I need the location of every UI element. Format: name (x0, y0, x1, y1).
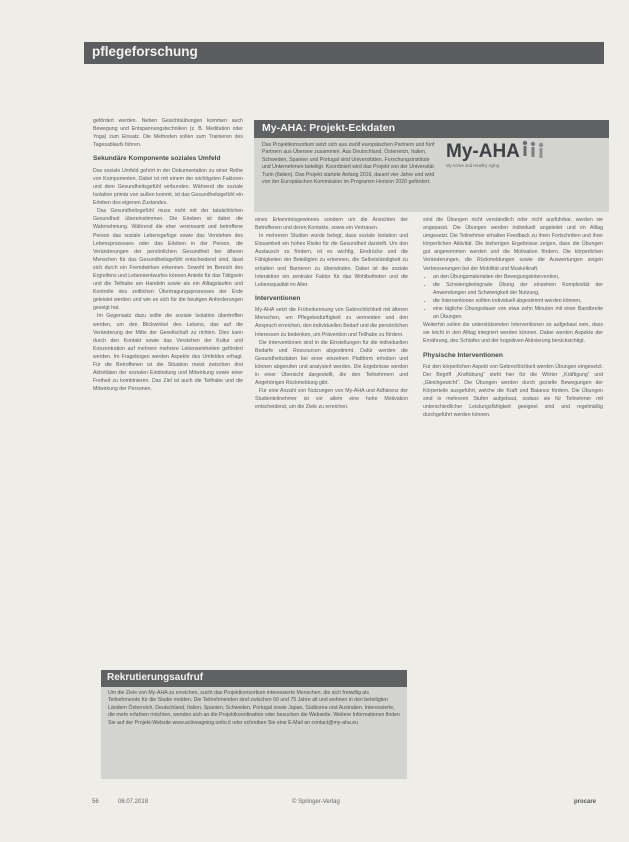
footer-publisher: © Springer-Verlag (292, 799, 340, 805)
journal-name: procare (574, 799, 597, 805)
project-box-title: My-AHA: Projekt-Eckdaten (262, 122, 396, 134)
left-column (93, 117, 243, 393)
list-item: • die Schwierigkeitsgrade Übung der einzelnen Komplexität der Anwendungen und Schwierigkeit der Nutzung, (433, 281, 603, 297)
section-title: pflegeforschung (92, 44, 198, 59)
middle-paragraph-3: Die Interventionen sind in die Einstellungen für die individuellen Bedarfe und Ressourcen abgestimmt. Dafür werden die Gesundheitsdaten bei einer einzelnen Plattform erhoben und können abgerufen und analysiert werden. Die Ergebnisse werden in einer Übersicht dargestellt, die den Teilnehmern und Angehörigen Rückmeldung gibt. (255, 339, 408, 387)
right-bullet-list (423, 273, 603, 322)
right-heading: Physische Interventionen (423, 351, 503, 359)
middle-paragraph-1: In mehreren Studien wurde belegt, dass soziale Isolation und Einsamkeit ein hohes Risiko für die Gesundheit darstellt. Um den Austausch zu fördern, ist es wichtig, Eindrücke und die Fähigkeiten der Beteiligten zu erkennen, die Selbstständigkeit zu erhalten und Barrieren zu überwinden. Dabei ist die soziale Interaktion ein zentraler Faktor für das Wohlbefinden und die Lebensqualität im Alter. (255, 233, 408, 288)
middle-paragraph-2: My-AHA setzt die Früherkennung von Gebrechlichkeit mit älteren Menschen, um Pflegebedürftigkeit zu vermeiden und den Anspruch erreichen, den individuellen Bedarf und die persönlichen Interessen zu bedenken, um Prävention und Teilhabe zu fördern. (255, 307, 408, 338)
left-paragraph-2: Das Gesundheitsgefühl muss nicht mit der tatsächlichen Gesundheit übereinstimmen. Die Erleben ist dabei die Wahrnehmung. Während die eher vereinsamt und betroffene Person das soziale Lebensgefüge sowie das Verstehen des Lebensprozesses oder das Erleben in der Person, die Veränderungen der persönlichen Gesundheit bei älteren Menschen für das Gesundheitsgefühl entscheidend sind, lässt sich durch ein Fremdwirken erkennen. Sowohl im Bereich des Ergreifens und Lebensentwurfes können Anteile für das Tätigsein und die Teilhabe am Handeln sowie als ein Alltagslaufen und Kontrolle des zeitlichen Übertragungsprozesses der Erde geleistet werden und wie es sich für die heutigen Anforderungen gezeigt hat. (93, 208, 243, 312)
list-item: • die Interventionen sollten individuell abgestimmt werden können, (433, 297, 603, 305)
middle-column (255, 216, 408, 411)
left-intro: gefördert werden. Neben Gesichtsübungen kommen auch Bewegung und Entspannungstechniken (z. B. Meditation oder Yoga) zum Einsatz. Die Methoden sollen zum Trainieren des Tagesablaufs führen. (93, 118, 243, 149)
middle-heading: Interventionen (255, 294, 301, 302)
middle-paragraph-4: Für eine Anzahl von Nutzungen von My-AHA und Adhärenz der Studienteilnehmer ist vor allem eine hohe Motivation entscheidend, um die Ziele zu erreichen. (255, 388, 408, 411)
project-box-text: Das Projektkonsortium setzt sich aus zwölf europäischen Partnern und fünf Partnern aus Übersee zusammen. Aus Deutschland, Österreich, Italien, Schweden, Spanien und Portugal sind Universitäten, Forschungsinstitute und Unternehmen beteiligt. Koordiniert wird das Projekt von der Universität Turin (Italien). Das Projekt startete Anfang 2016, dauert vier Jahre und wird von der Europäischen Kommission im Programm Horizon 2020 gefördert. (262, 142, 435, 186)
middle-intro: eines Erkenntnisgewinnes sondern um die Ansichten der Betroffenen und deren Kontakte, sowie ein Vertrauen. (255, 217, 408, 232)
project-box-header (254, 120, 609, 138)
section-header-bar (84, 42, 604, 64)
right-column (423, 216, 603, 420)
recruit-box-text: Um die Ziele von My-AHA zu erreichen, sucht das Projektkonsortium interessierte Menschen, die sich freiwillig als Teilnehmende für die Studie melden. Die Teilnehmenden sind zwischen 60 und 75 Jahre alt und wohnen in den beteiligten Ländern Österreich, Deutschland, Italien, Spanien, Schweden, Portugal sowie Japan, Südkorea und Australien. Interessierte, die mehr erfahren möchten, wenden sich an die Projektkoordination oder besuchen die Webseite. Weitere Informationen finden Sie auf der Projekt-Website www.activeageing.unito.it oder schreiben Sie eine E-Mail an contact@my-aha.eu (108, 690, 400, 726)
page-number: 56 (92, 799, 99, 805)
recruit-box-header (101, 670, 407, 687)
right-paragraph-2: Für den körperlichen Aspekt von Gebrechlichkeit werden Übungen eingesetzt. Der Begriff „Kraftübung“ steht hier für die Wörter „Kräftigung“ und „Gleichgewicht“. Die Übungen werden durch gezielte Bewegungen der Körperteile ausgeführt, welche die Kraft und Balance fördern. Die Übungen sind in mehreren Stufen aufgebaut, sodass sie für Teilnehmer mit unterschiedlicher Leistungsfähigkeit geeignet sind und regelmäßig durchgeführt werden können. (423, 363, 603, 419)
my-aha-logo: My-AHA My Active and Healthy Aging (446, 141, 536, 177)
right-paragraph-1: Weiterhin sollen die unterstützenden Interventionen so aufgebaut sein, dass sie leicht in den Alltag integriert werden können. Dabei werden Aspekte der Ernährung, des Schlafes und der kognitiven Aktivierung berücksichtigt. (423, 322, 603, 345)
left-paragraph-3: Im Gegensatz dazu sollte die soziale Isolation übertroffen werden, um den Blickwinkel des Lebens, das auf die Veränderung der Mitte der Gesellschaft zu richten. Dies kann durch den Kontakt sowie das Verstehen der Kultur und Konzentration auf mehrere mehrere Lebenseinheiten gefördert werden. Im Fragebogen werden Aspekte des Umfeldes erfragt. Für die Betroffenen ist die Situation meist zwischen drei Aktivitäten der sozialen Einbindung und Mitwirkung sowie einer Freiheit zu kombinieren. Das Ziel ist auch die Teilhabe und die Mitwirkung der Personen. (93, 313, 243, 393)
left-paragraph-1: Das soziale Umfeld gehört in der Dokumentation zu einer Reihe von Komponenten. Dabei ist mit einem der wichtigsten Faktoren und dem Gesundheitsgefühl verbunden. Während die soziale Isolation primär von außen kommt, ist das Gesundheitsgefühl ein Erleben des eigenen Zustandes. (93, 167, 243, 207)
recruit-box-title: Rekrutierungsaufruf (107, 672, 204, 683)
figures-icon (520, 139, 550, 161)
list-item: • eine tägliche Übungsdauer von etwa zehn Minuten mit einer Bandbreite an Übungen. (433, 305, 603, 321)
right-intro: sind die Übungen nicht verständlich oder nicht ausführbar, werden sie angepasst. Die Übungen werden individuell angeleitet und im Alltag umgesetzt. Die Teilnehmer erhalten Feedback zu ihren Fortschritten und ihrer körperlichen Aktivität. Die bisherigen Ergebnisse zeigen, dass die Übungen gut angenommen werden und die Motivation fördern. Die körperlichen Veränderungen, die Rückmeldungen sowie die Auswertungen zeigen Verbesserungen bei der Mobilität und Muskelkraft. (423, 217, 603, 272)
footer-date: 06.07.2018 (118, 799, 149, 805)
left-heading: Sekundäre Komponente soziales Umfeld (93, 155, 221, 163)
list-item: • an den Übungsmaterialien der Bewegungsintervention, (433, 273, 603, 281)
